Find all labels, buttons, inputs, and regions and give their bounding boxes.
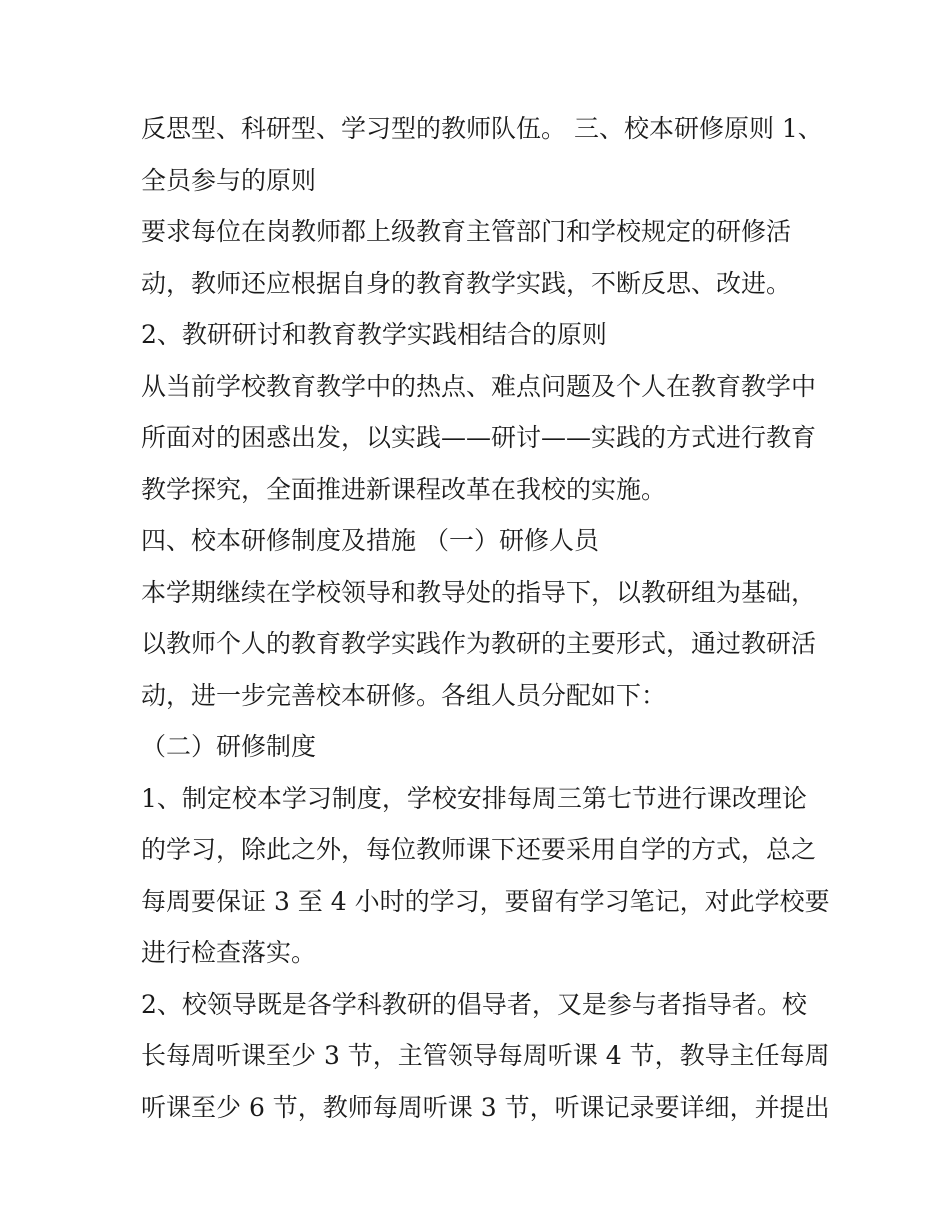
text-line: 四、校本研修制度及措施 （一）研修人员: [141, 526, 599, 555]
text-line: 进行检查落实。: [141, 938, 317, 967]
text-line: 的学习，除此之外，每位教师课下还要采用自学的方式，总之: [141, 835, 817, 864]
text-line: 以教师个人的教育教学实践作为教研的主要形式，通过教研活: [141, 629, 817, 658]
text-line: 要求每位在岗教师都上级教育主管部门和学校规定的研修活: [141, 217, 792, 246]
text-line: 每周要保证 3 至 4 小时的学习，要留有学习笔记，对此学校要: [141, 886, 830, 916]
text-line: 2、教研研讨和教育教学实践相结合的原则: [141, 320, 607, 349]
text-line: 听课至少 6 节，教师每周听课 3 节，听课记录要详细，并提出: [141, 1092, 830, 1122]
text-line: 1、制定校本学习制度，学校安排每周三第七节进行课改理论: [141, 783, 807, 813]
text-line: 教学探究，全面推进新课程改革在我校的实施。: [141, 474, 667, 504]
text-line: （二）研修制度: [141, 732, 317, 761]
text-line: 动，教师还应根据自身的教育教学实践，不断反思、改进。: [141, 268, 792, 298]
text-line: 长每周听课至少 3 节，主管领导每周听课 4 节，教导主任每周: [141, 1041, 830, 1070]
document-body: [141, 103, 830, 1133]
text-line: 2、校领导既是各学科教研的倡导者，又是参与者指导者。校: [141, 989, 807, 1019]
text-line: 本学期继续在学校领导和教导处的指导下，以教研组为基础，: [141, 577, 817, 607]
text-line: 反思型、科研型、学习型的教师队伍。 三、校本研修原则 1、: [141, 114, 823, 143]
text-line: 所面对的困惑出发，以实践——研讨——实践的方式进行教育: [141, 423, 817, 452]
text-line: 从当前学校教育教学中的热点、难点问题及个人在教育教学中: [141, 371, 817, 401]
text-line: 全员参与的原则: [141, 165, 317, 195]
text-line: 动，进一步完善校本研修。各组人员分配如下：: [141, 680, 667, 710]
